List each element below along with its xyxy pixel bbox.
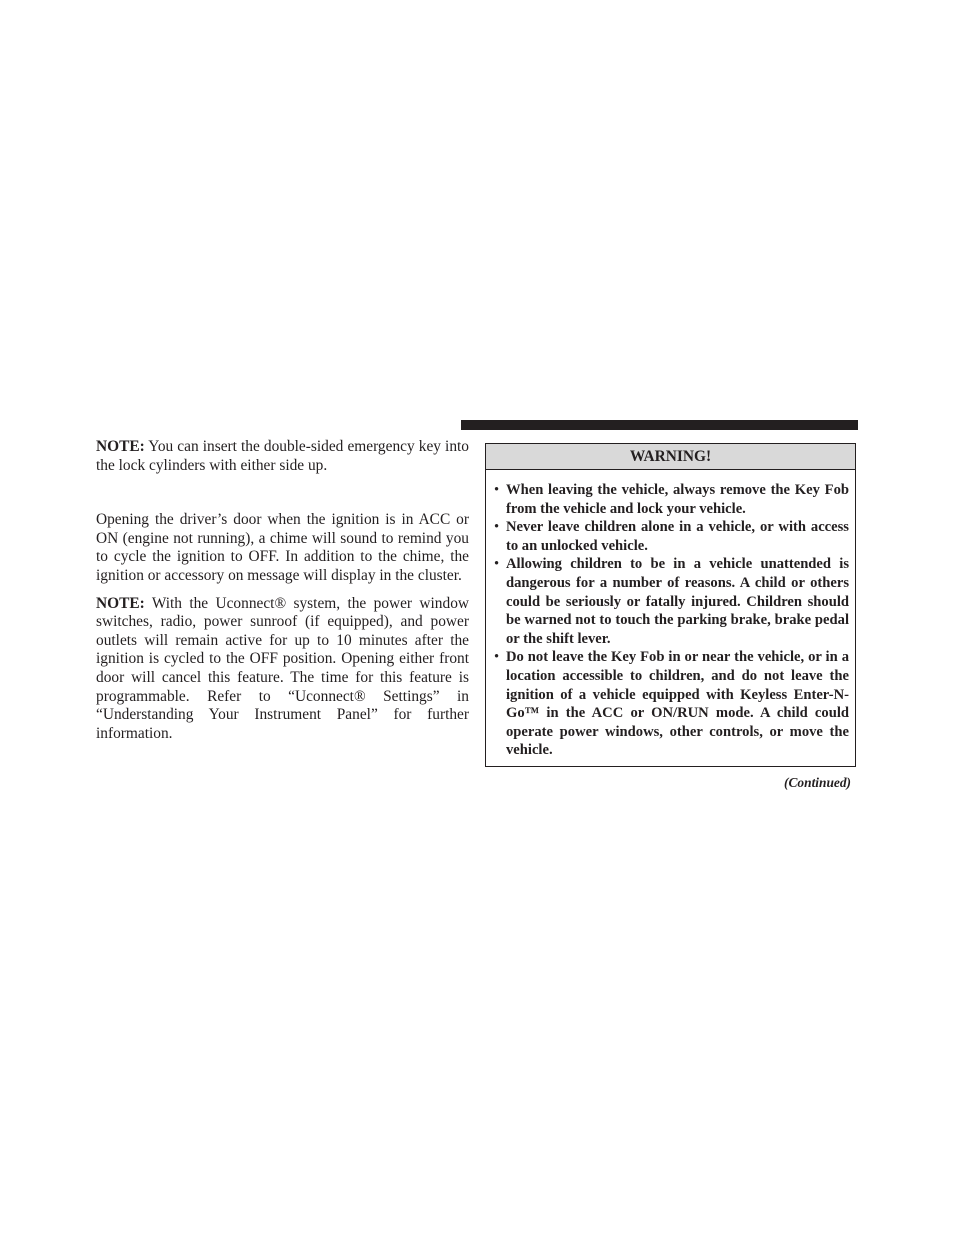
warning-item-text: Do not leave the Key Fob in or near the vehicle, or in a location accessible to children, and do not leave the ignition of a vehicle equipped with Keyless Enter-N-Go™ in the ACC or ON/RUN mode. A child could operate power windows, other controls, or move the vehicle. bbox=[506, 649, 849, 759]
ignition-chime-paragraph: Opening the driver’s door when the ignition is in ACC or ON (engine not running), a chime will sound to remind you to cycle the ignition to OFF. In addition to the chime, the ignition or accessory on message will display in the cluster. bbox=[96, 511, 469, 584]
bullet-icon: • bbox=[494, 482, 500, 498]
bullet-icon: • bbox=[494, 649, 500, 666]
note-uconnect bbox=[96, 595, 469, 744]
note-emergency-key bbox=[96, 438, 469, 475]
warning-item bbox=[494, 481, 849, 518]
warning-box bbox=[485, 443, 856, 767]
warning-item bbox=[494, 648, 849, 760]
note-label: NOTE: bbox=[96, 594, 145, 612]
warning-list bbox=[486, 470, 855, 760]
bullet-icon: • bbox=[494, 556, 500, 573]
warning-item bbox=[494, 518, 849, 555]
bullet-icon: • bbox=[494, 519, 500, 536]
note-text: You can insert the double-sided emergency key into the lock cylinders with either side up. bbox=[96, 438, 469, 474]
warning-item-text: Never leave children alone in a vehicle, or with access to an unlocked vehicle. bbox=[506, 519, 849, 554]
warning-item-text: Allowing children to be in a vehicle unattended is dangerous for a number of reasons. A child or others could be seriously or fatally injured. Children should be warned not to touch the parking brake, brake pedal or the shift lever. bbox=[506, 556, 849, 647]
section-divider-bar bbox=[461, 420, 858, 430]
warning-item bbox=[494, 555, 849, 648]
note-label: NOTE: bbox=[96, 438, 145, 455]
warning-title: WARNING! bbox=[486, 444, 855, 470]
note-text: With the Uconnect® system, the power window switches, radio, power sunroof (if equipped), and power outlets will remain active for up to 10 minutes after the ignition is cycled to the OFF position. Opening either front door will cancel this feature. The time for this feature is programmable. Refer to “Uconnect® Settings” in “Understanding Your Instrument Panel” for further information. bbox=[96, 594, 469, 742]
warning-item-text: When leaving the vehicle, always remove the Key Fob from the vehicle and lock your vehicle. bbox=[506, 482, 849, 517]
left-column bbox=[96, 438, 469, 743]
continued-label: (Continued) bbox=[784, 775, 851, 790]
